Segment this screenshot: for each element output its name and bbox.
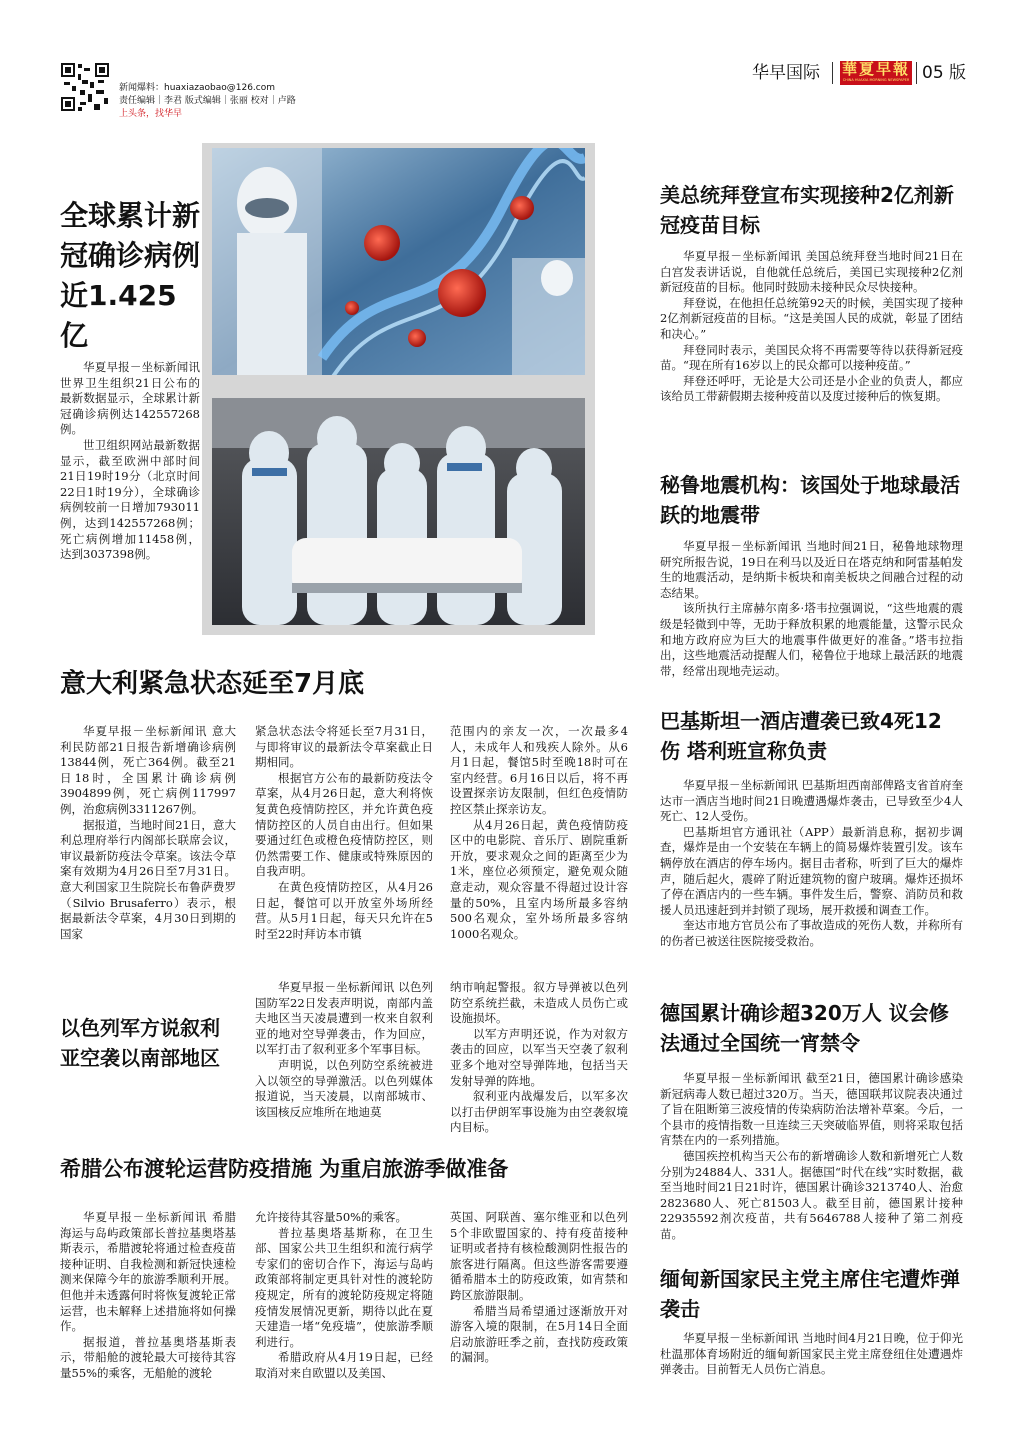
article-biden-body bbox=[660, 249, 963, 405]
paragraph: 拜登同时表示，美国民众将不再需要等待以获得新冠疫苗。“现在所有16岁以上的民众都可以接种疫苗。” bbox=[660, 342, 963, 373]
paragraph: 世卫组织网站最新数据显示，截至欧洲中部时间21日19时19分（北京时间22日1时19分），全球确诊病例较前一日增加793011例，达到142557268例；死亡病例增加11458例，达到3037398例。 bbox=[60, 437, 200, 562]
paragraph: 华夏早报－坐标新闻讯 意大利民防部21日报告新增确诊病例13844例，死亡364例。截至21日18时，全国累计确诊病例3904899例，死亡病例117997例，治愈病例3311267例。 bbox=[60, 724, 236, 816]
headline-peru: 秘鲁地震机构：该国处于地球最活跃的地震带 bbox=[660, 473, 960, 527]
paragraph: 该所执行主席赫尔南多·塔韦拉强调说，“这些地震的震级是轻微到中等，无助于释放积累的地震能量，这警示民众和地方政府应为巨大的地震事件做更好的准备。”塔韦拉指出，这些地震活动提醒人们，秘鲁位于地球上最活跃的地震带，经常出现地壳运动。 bbox=[660, 601, 963, 678]
header-slogan: 上头条，找华早 bbox=[119, 109, 183, 119]
headline-biden: 美总统拜登宣布实现接种2亿剂新冠疫苗目标 bbox=[660, 183, 954, 237]
article-greece-col2 bbox=[255, 1210, 433, 1382]
paragraph: 叙利亚内战爆发后，以军多次以打击伊朗军事设施为由空袭叙境内目标。 bbox=[450, 1089, 628, 1135]
page-number: 05 版 bbox=[922, 63, 967, 83]
section-divider bbox=[832, 62, 833, 84]
article-israel-col1 bbox=[255, 980, 433, 1120]
article-germany-body bbox=[660, 1071, 963, 1243]
article-global-body bbox=[60, 360, 200, 563]
article-italy-col3 bbox=[450, 724, 628, 942]
paragraph: 巴基斯坦官方通讯社（APP）最新消息称，据初步调查，爆炸是由一个安装在车辆上的简易爆炸装置引发。该车辆停放在酒店的停车场内。据目击者称，听到了巨大的爆炸声，随后起火，震碎了附近建筑物的窗户玻璃。爆炸还损坏了停在酒店内的一些车辆。事件发生后，警察、消防员和救援人员迅速赶到并封锁了现场，展开救援和调查工作。 bbox=[660, 824, 963, 917]
headline-italy: 意大利紧急状态延至7月底 bbox=[60, 669, 365, 699]
headline-global: 全球累计新冠确诊病例近1.425亿 bbox=[60, 199, 201, 352]
paragraph: 纳市响起警报。叙方导弹被以色列防空系统拦截，未造成人员伤亡或设施损坏。 bbox=[450, 980, 628, 1026]
masthead-title: 華夏早報 bbox=[841, 60, 910, 78]
paragraph: 据报道，当地时间21日，意大利总理府举行内阁部长联席会议，审议最新防疫法令草案。该法令草案有效期为4月26日至7月31日。意大利国家卫生院院长布鲁萨费罗（Silvio Brusaferro）表示，根据最新法令草案，4月30日到期的国家 bbox=[60, 817, 236, 941]
paragraph: 范围内的亲友一次，一次最多4人，未成年人和残疾人除外。从6月1日起，餐馆5时至晚18时可在室内经营。6月16日以后，将不再设置探亲访友限制，但红色疫情防控区禁止探亲访友。 bbox=[450, 724, 628, 816]
paragraph: 奎达市地方官员公布了事故造成的死伤人数，并称所有的伤者已被送往医院接受救治。 bbox=[660, 918, 963, 948]
article-pakistan-body bbox=[660, 778, 963, 950]
header-editors: 责任编辑｜李君 版式编辑｜张丽 校对｜卢路 bbox=[119, 96, 296, 106]
paragraph: 以军方声明还说，作为对叙方袭击的回应，以军当天空袭了叙利亚多个地对空导弹阵地，包括当天发射导弹的阵地。 bbox=[450, 1026, 628, 1088]
paragraph: 华夏早报－坐标新闻讯 希腊海运与岛屿政策部长普拉基奥塔基斯表示，希腊渡轮将通过检查疫苗接种证明、自我检测和新冠快速检测来保障今年的旅游季顺利开展。但他并未透露何时将恢复渡轮正常运营，也未解释上述措施将如何操作。 bbox=[60, 1210, 236, 1334]
article-peru-body bbox=[660, 539, 963, 679]
paragraph: 华夏早报－坐标新闻讯 当地时间4月21日晚，位于仰光杜温那体育场附近的缅甸新国家民主党主席登纽住处遭遇炸弹袭击。目前暂无人员伤亡消息。 bbox=[660, 1331, 963, 1377]
virus-illustration-photo bbox=[212, 148, 585, 375]
paragraph: 希腊当局希望通过逐渐放开对游客入境的限制，在5月14日全面启动旅游旺季之前，查找防疫政策的漏洞。 bbox=[450, 1303, 628, 1365]
article-italy-col1 bbox=[60, 724, 236, 942]
article-myanmar-body bbox=[660, 1331, 963, 1378]
paragraph: 从4月26日起，黄色疫情防疫区中的电影院、音乐厅、剧院重新开放，要求观众之间的距离至少为1米，座位必须预定，避免观众随意走动，观众容量不得超过设计容量的50%，且室内场所最多容纳500名观众，室外场所最多容纳1000名观众。 bbox=[450, 817, 628, 941]
paragraph: 希腊政府从4月19日起，已经取消对来自欧盟以及美国、 bbox=[255, 1350, 433, 1380]
paragraph: 据报道，普拉基奥塔基斯表示，带船舱的渡轮最大可接待其容量55%的乘客，无船舱的渡轮 bbox=[60, 1334, 236, 1380]
paragraph: 德国疾控机构当天公布的新增确诊人数和新增死亡人数分别为24884人、331人。据德国“时代在线”实时数据，截至当地时间21日21时许，德国累计确诊3213740人、治愈2823680人、死亡81503人。截至目前，德国累计接种22935592剂次疫苗，共有5646788人接种了第二剂疫苗。 bbox=[660, 1148, 963, 1241]
section-name: 华早国际 bbox=[752, 63, 820, 83]
paragraph: 华夏早报－坐标新闻讯 以色列国防军22日发表声明说，南部内盖夫地区当天凌晨遭到一枚来自叙利亚的地对空导弹袭击，作为回应，以军打击了叙利亚多个军事目标。 bbox=[255, 980, 433, 1057]
paragraph: 华夏早报－坐标新闻讯 巴基斯坦西南部俾路支省首府奎达市一酒店当地时间21日晚遭遇爆炸袭击，已导致至少4人死亡、12人受伤。 bbox=[660, 778, 963, 824]
paragraph: 英国、阿联酋、塞尔维亚和以色列5个非欧盟国家的、持有疫苗接种证明或者持有核检酸测阴性报告的旅客进行隔离。但这些游客需要遵循希腊本土的防疫政策，如宵禁和跨区旅游限制。 bbox=[450, 1210, 628, 1302]
paragraph: 根据官方公布的最新防疫法令草案，从4月26日起，意大利将恢复黄色疫情防控区，并允许黄色疫情防控区的人员自由出行。但如果要通过红色或橙色疫情防控区，则仍然需要工作、健康或特殊原因的自我声明。 bbox=[255, 770, 433, 879]
article-greece-col3 bbox=[450, 1210, 628, 1366]
headline-israel: 以色列军方说叙利亚空袭以南部地区 bbox=[60, 1016, 220, 1070]
page-divider bbox=[916, 62, 917, 84]
header-contact: 新闻爆料：huaxiazaobao@126.com bbox=[119, 83, 276, 93]
qr-code bbox=[60, 62, 110, 112]
masthead-logo bbox=[840, 61, 912, 85]
masthead-subtitle: CHINA HUAXIA MORNING NEWSPAPER bbox=[842, 78, 910, 82]
headline-germany: 德国累计确诊超320万人 议会修法通过全国统一宵禁令 bbox=[660, 1001, 949, 1055]
paragraph: 华夏早报－坐标新闻讯 截至21日，德国累计确诊感染新冠病毒人数已超过320万。当天，德国联邦议院表决通过了旨在阻断第三波疫情的传染病防治法增补草案。今后，一个县市的疫情指数一旦连续三天突破临界值，则将采取包括宵禁在内的一系列措施。 bbox=[660, 1071, 963, 1148]
headline-pakistan: 巴基斯坦一酒店遭袭已致4死12伤 塔利班宣称负责 bbox=[660, 709, 942, 763]
article-greece-col1 bbox=[60, 1210, 236, 1382]
paragraph: 允许接待其容量50%的乘客。 bbox=[255, 1210, 408, 1224]
paragraph: 拜登说，在他担任总统第92天的时候，美国实现了接种2亿剂新冠疫苗的目标。“这是美国人民的成就，彰显了团结和决心。” bbox=[660, 295, 963, 341]
paragraph: 华夏早报－坐标新闻讯 美国总统拜登当地时间21日在白宫发表讲话说，自他就任总统后，美国已实现接种2亿剂新冠疫苗的目标。他同时鼓励未接种民众尽快接种。 bbox=[660, 249, 963, 295]
paragraph: 普拉基奥塔基斯称，在卫生部、国家公共卫生组织和流行病学专家们的密切合作下，海运与岛屿政策部将制定更具针对性的渡轮防疫规定，所有的渡轮防疫规定将随疫情发展情况更新，期待以此在夏天建造一堵“免疫墙”，使旅游季顺利进行。 bbox=[255, 1225, 433, 1349]
paragraph: 华夏早报－坐标新闻讯 世界卫生组织21日公布的最新数据显示，全球累计新冠确诊病例达142557268例。 bbox=[60, 360, 200, 437]
article-israel-col2 bbox=[450, 980, 628, 1136]
paragraph: 紧急状态法令将延长至7月31日，与即将审议的最新法令草案截止日期相同。 bbox=[255, 724, 433, 770]
article-italy-col2 bbox=[255, 724, 433, 942]
paragraph: 在黄色疫情防控区，从4月26日起，餐馆可以开放室外场所经营。从5月1日起，每天只允许在5时至22时拜访本市镇 bbox=[255, 879, 433, 941]
medical-staff-photo bbox=[212, 398, 585, 625]
paragraph: 华夏早报－坐标新闻讯 当地时间21日，秘鲁地球物理研究所报告说，19日在利马以及近日在塔克纳和阿雷基帕发生的地震活动，是纳斯卡板块和南美板块之间融合过程的动态结果。 bbox=[660, 539, 963, 600]
headline-myanmar: 缅甸新国家民主党主席住宅遭炸弹袭击 bbox=[660, 1267, 960, 1321]
paragraph: 声明说，以色列防空系统被进入以领空的导弹激活。以色列媒体报道说，当天凌晨，以南部城市、该国核反应堆所在地迪莫 bbox=[255, 1057, 433, 1119]
paragraph: 拜登还呼吁，无论是大公司还是小企业的负责人，都应该给员工带薪假期去接种疫苗以及度过接种后的恢复期。 bbox=[660, 373, 963, 404]
headline-greece: 希腊公布渡轮运营防疫措施 为重启旅游季做准备 bbox=[60, 1157, 509, 1181]
